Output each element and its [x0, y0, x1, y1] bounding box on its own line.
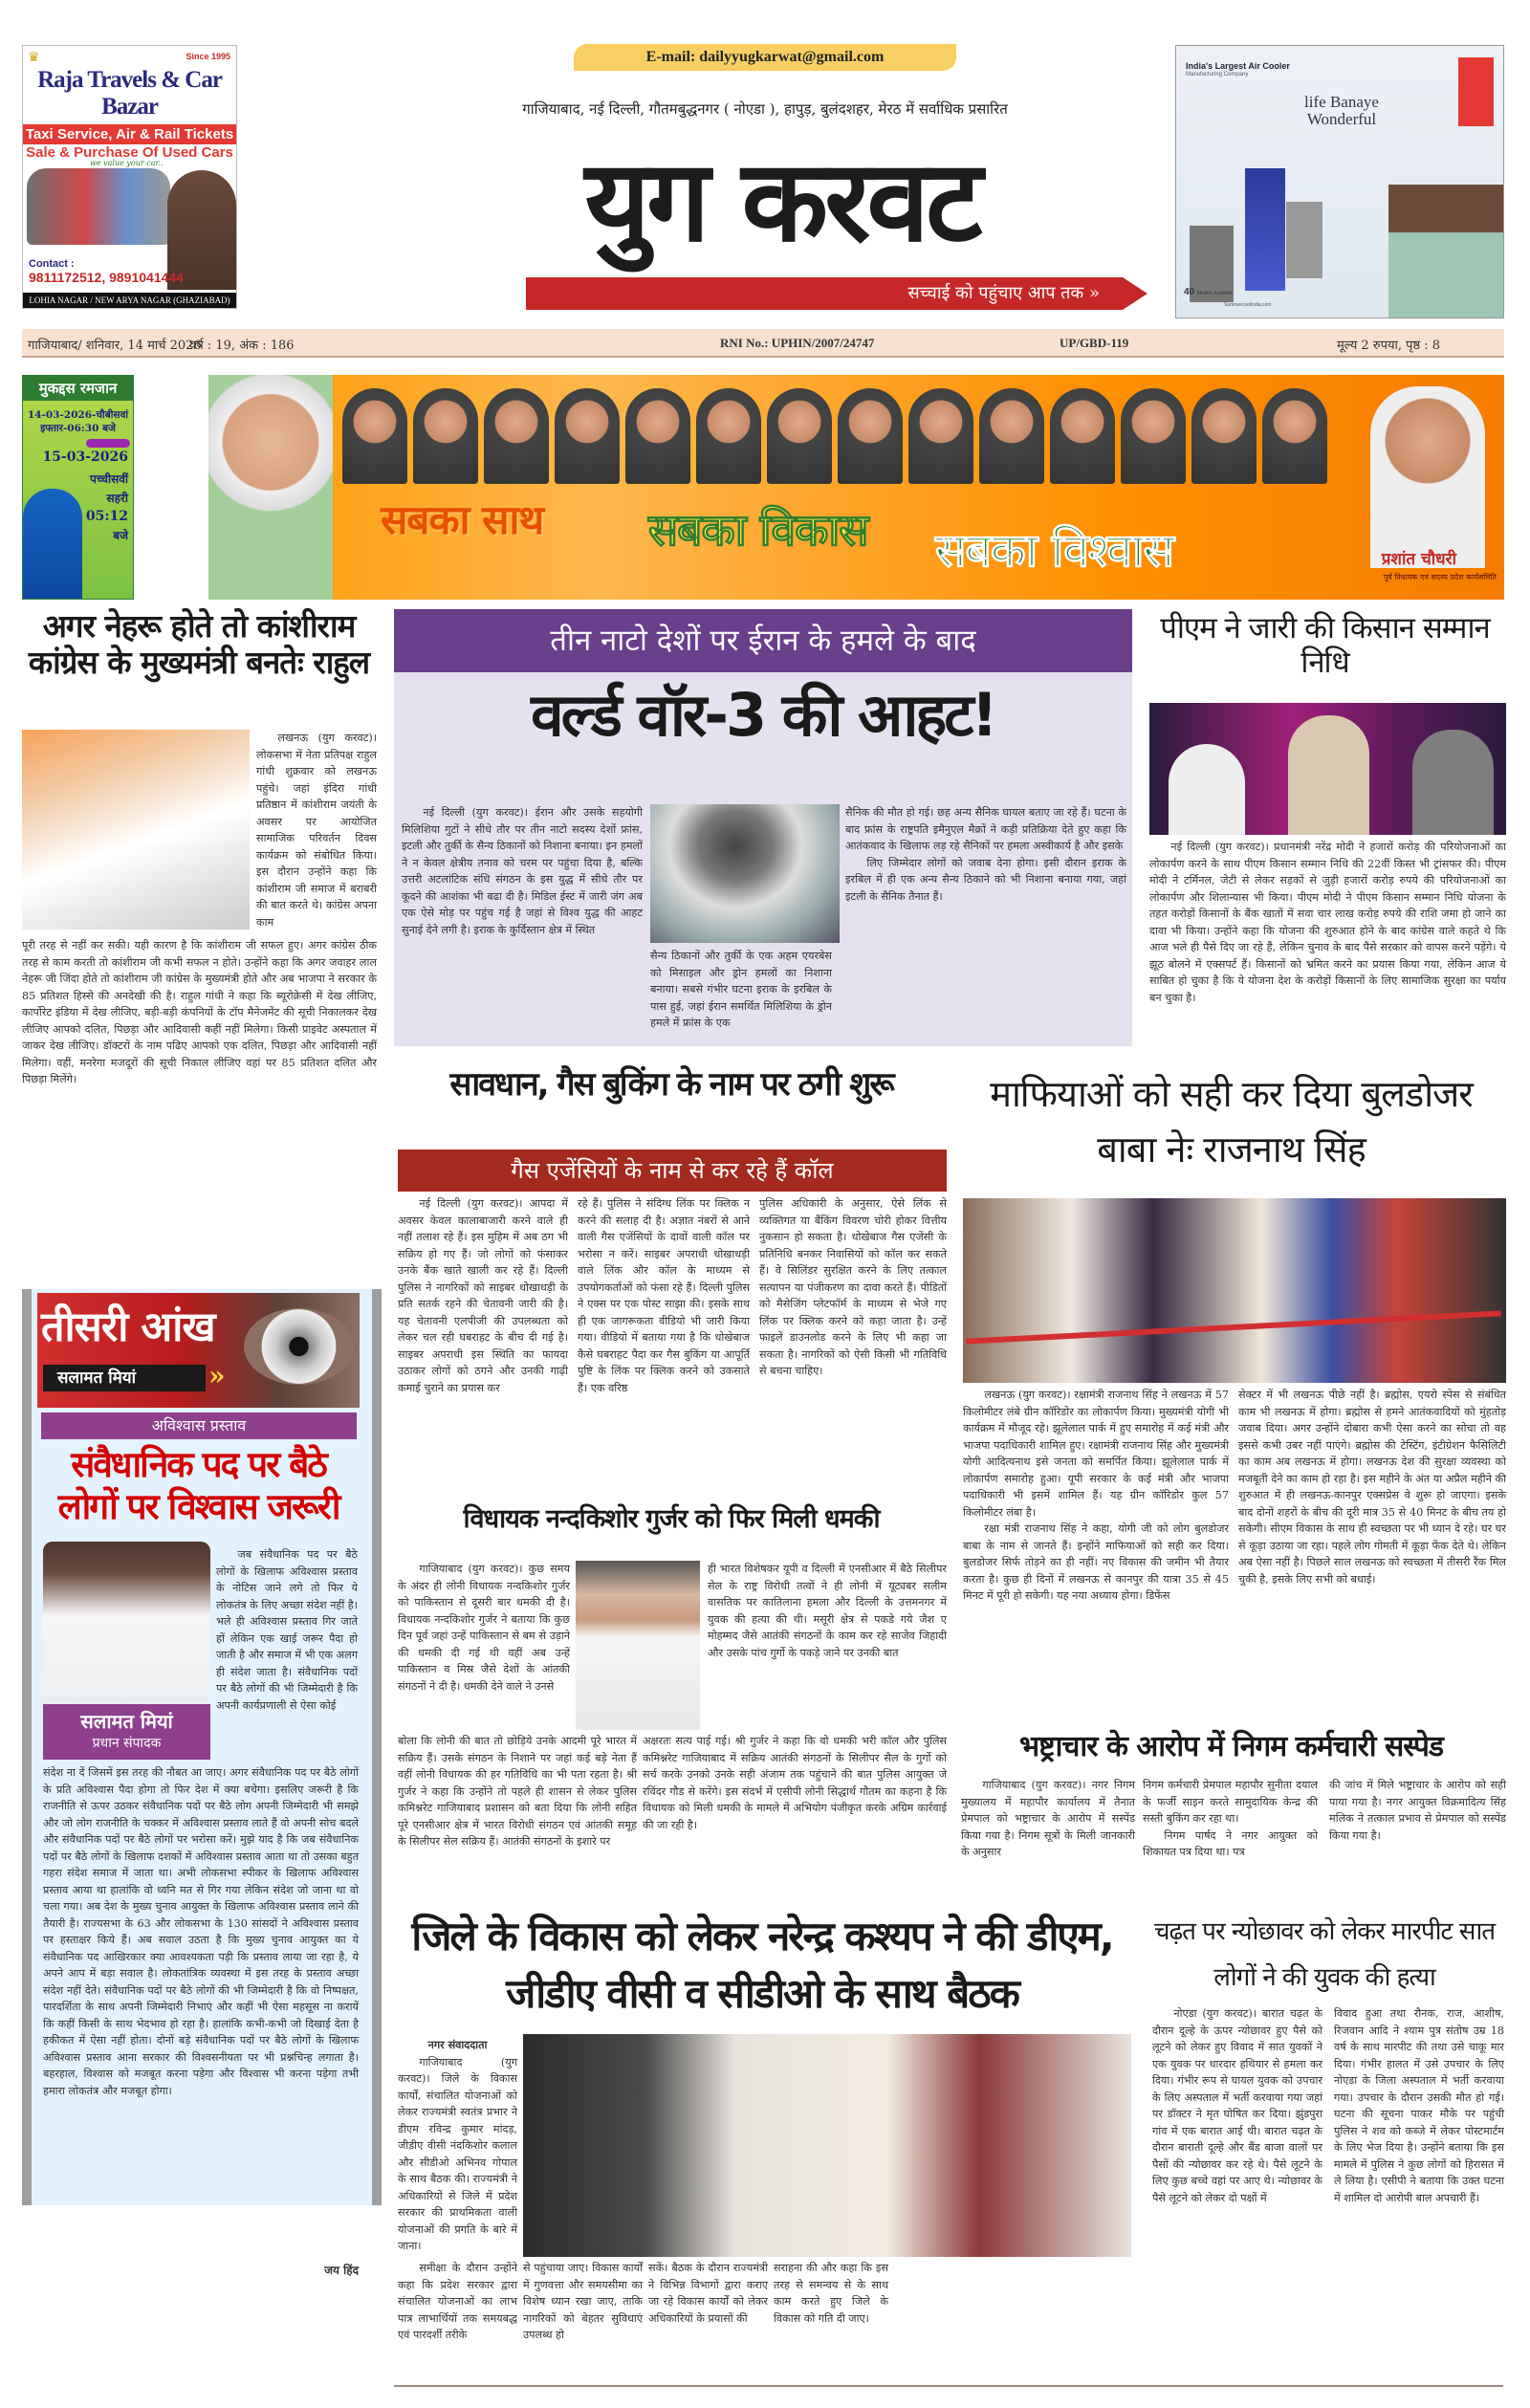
ramzan-line1: 14-03-2026-चौबीसवां: [27, 409, 129, 421]
gurjar-col2b: अक्षरतः सत्य पाई गई। श्री गुर्जर ने कहा कि वो धमकी भरी कॉल और पुलिस कमिश्नरेट गाजियाबाद में सक्रिय आतंकी संगठनों के सिलीपर सैल के गुर्गो को सर्च करके उनको उनके सही अंजाम तक पहुंचाने की बात पुलिस आयुक्त जे रविंदर गौड से करेंगे। इस संदर्भ में एसीपी लोनी सिद्धार्थ गौतम का कहना है कि विधायक को मिली धमकी के मामले में अभियोग पंजीकृत करके अग्रिम कार्रवाई की जा रही है।: [643, 1735, 947, 1831]
headline-gurjar[interactable]: विधायक नन्दकिशोर गुर्जर को फिर मिली धमकी: [463, 1504, 880, 1534]
ribbon-cutting-photo: [963, 1198, 1506, 1383]
ramzan-time: 05:12: [85, 509, 128, 524]
rajnath-col1: [963, 1387, 1229, 1605]
meeting-photo: [523, 2034, 1131, 2257]
explosion-photo: [650, 804, 840, 943]
person-image: [1412, 730, 1494, 835]
lead-kicker: तीन नाटो देशों पर ईरान के हमले के बाद: [394, 609, 1132, 672]
ramzan-box: [22, 375, 134, 600]
ramzan-line4: सहरी: [106, 492, 128, 505]
leader-face: [1050, 388, 1115, 484]
slogan-1: सबका साथ: [381, 496, 544, 543]
editor-role: प्रधान संपादक: [92, 1736, 162, 1751]
column-signoff: जय हिंद: [324, 2264, 359, 2277]
email-link[interactable]: E-mail: dailyyugkarwat@gmail.com: [574, 44, 956, 71]
corruption-col3: की जांच में मिले भष्ट्राचार के आरोप को सही पाया गया है। नगर आयुक्त विक्रमादित्य सिंह मलिक ने तत्काल प्रभाव से प्रेमपाल को सस्पेंड किया गया है।: [1329, 1779, 1506, 1842]
column-headline[interactable]: संवैधानिक पद पर बैठे लोगों पर विश्वास जरूरी: [57, 1444, 339, 1528]
kashyap-col3: सकें। बैठक के दौरान राज्यमंत्री ने विभिन्न विभागों द्वारा कराए जा रहे विकास कार्यों को लेकर अधिकारियों के प्रयासों की: [648, 2262, 768, 2325]
advertiser-title: पूर्व विधायक एवं सदस्य प्रदेश कार्यसमिति: [1383, 573, 1497, 581]
ramzan-line3: पच्चीसवीं: [90, 472, 128, 486]
column-lead: जब संवैधानिक पद पर बैठे लोगों के खिलाफ अविश्वास प्रस्ताव के नोटिस जाने लगे तो फिर ये लोकतंत्र के लिए अच्छा संदेश नहीं है। भले ही अविश्वास प्रस्ताव गिर जाते हों लेकिन एक खाई जरूर पैदा हो जाती है और समाज में भी एक अलग ही संदेश जाता है। संवैधानिक पदों पर बैठे लोगों की भी जिम्मेदारी है कि अपनी कार्यप्रणाली से ऐसा कोई: [216, 1548, 358, 1712]
editor-name: सलामत मियां: [80, 1710, 173, 1733]
tagline-text: सच्चाई को पहुंचाए आप तक: [907, 283, 1084, 303]
models-label: Models Available: [1196, 291, 1234, 296]
leader-face: [484, 388, 549, 484]
article-rahul-lead: लखनऊ (युग करवट)। लोकसभा में नेता प्रतिपक्ष राहुल गांधी शुक्रवार को लखनऊ पहुंचे। जहां इंदिरा गांधी प्रतिष्ठान में कांशीराम जयंती के अवसर पर आयोजित सामाजिक परिवर्तन दिवस कार्यक्रम को संबोधित किया। इस दौरान उन्होंने कहा कि कांशीराम जी समाज में बराबरी की बात करते थे। कांग्रेस अपना काम: [256, 732, 377, 929]
mla-photo: [576, 1561, 700, 1730]
editor-caption: [43, 1704, 210, 1760]
column-kicker: अविश्वास प्रस्ताव: [41, 1412, 357, 1439]
ad-sale: Sale & Purchase Of Used Cars: [26, 144, 233, 161]
corruption-col1: गाजियाबाद (युग करवट)। नगर निगम मुख्यालय में महापौर कार्यालय में तैनात प्रेमपाल को भष्ट्राचार के आरोप में सस्पेंड किया गया है। निगम सूत्रों के मिली जानकारी के अनुसार: [961, 1779, 1135, 1858]
ad-since: Since 1995: [186, 52, 230, 61]
bottom-rule: [394, 2385, 1503, 2387]
headline-kisan[interactable]: पीएम ने जारी की किसान सम्मान निधि: [1160, 611, 1490, 680]
ad-address: LOHIA NAGAR / NEW ARYA NAGAR (GHAZIABAD): [23, 293, 236, 308]
corruption-col2-b: निगम पार्षद ने नगर आयुक्त को शिकायत पत्र दिया था। पत्र: [1143, 1828, 1318, 1858]
ad-right-headline: India's Largest Air Cooler: [1186, 61, 1290, 71]
person-image: [1288, 715, 1369, 835]
leader-face: [1262, 388, 1327, 484]
issue-number: वर्ष : 19, अंक : 186: [189, 339, 295, 353]
rajnath-col1-a: लखनऊ (युग करवट)। रक्षामंत्री राजनाथ सिंह ने लखनऊ में 57 किलोमीटर लंबे ग्रीन कॉरिडोर का लोकार्पण किया। मुख्यमंत्री योगी भी कार्यक्रम में मौजूद रहे। झूलेलाल पार्क में हुए समारोह में कई मंत्री और भाजपा पदाधिकारी शामिल हुए। रक्षामंत्री राजनाथ सिंह और मुख्यमंत्री योगी आदित्यनाथ इसे जनता को समर्पित किया। झूलेलाल पार्क में लोकार्पण समारोह हुआ। यूपी सरकार के कई मंत्री और भाजपा पदाधिकारी भी इसमें शामिल हैं। यह ग्रीन कॉरिडोर कुल 57 किलोमीटर लंबा है।: [963, 1389, 1229, 1519]
ramzan-title: मुकद्दस रमजान: [23, 376, 133, 401]
leader-face: [1121, 388, 1186, 484]
brand-logo: [1458, 57, 1494, 126]
leader-face: [625, 388, 690, 484]
leader-face: [413, 388, 478, 484]
gas-col3: पुलिस अधिकारी के अनुसार, ऐसे लिंक से व्यक्तिगत या बैंकिंग विवरण चोरी होकर वित्तीय नुकसान हो सकता है। धोखेबाज गैस एजेंसी के प्रतिनिधि बनकर निवासियों को कॉल कर सकते हैं। वे सिलिंडर सुरक्षित करने के लिए तत्काल सत्यापन या पंजीकरण का दावा करते हैं। पीडितों को मैसेजिंग प्लेटफॉर्म के माध्यम से भेजे गए लिंक पर क्लिक करने को कहा जाता है। उन्हें फाइलें डाउनलोड करने के लिए भी कहा जा सकता है। नागरिकों को ऐसी किसी भी गतिविधि से बचना चाहिए।: [759, 1197, 947, 1377]
dateline-bar: [22, 329, 1504, 358]
pm-event-photo: [1149, 703, 1506, 835]
ad-services: Taxi Service, Air & Rail Tickets: [23, 124, 236, 144]
appliance-image: [1245, 168, 1285, 291]
headline-corruption[interactable]: भष्ट्राचार के आरोप में निगम कर्मचारी सस्पेड: [1019, 1730, 1443, 1763]
kashyap-col2: से पहुंचाया जाए। विकास कार्यों में गुणवत्ता और समयसीमा का विशेष ध्यान रखा जाए, ताकि नागरिकों को बेहतर सुविधाएं उपलब्ध हो: [523, 2262, 643, 2341]
ramzan-date2: 15-03-2026: [42, 449, 128, 465]
leader-face: [1191, 388, 1257, 484]
rni-number: RNI No.: UPHIN/2007/24747: [720, 336, 875, 350]
gurjar-col1a: गाजियाबाद (युग करवट)। कुछ समय के अंदर ही लोनी विधायक नन्दकिशोर गुर्जर को पाकिस्तान से दूसरी बार धमकी दी है। विधायक नन्दकिशोर गुर्जर ने बताया कि कुछ दिन पूर्व जहां उन्हें पाकिस्तान से बम से उड़ाने की धमकी दी गई थी वहीं अब उन्हें पाकिस्तान व मिस्र जैसे देशों के आंतकी संगठनों ने दी है। धमकी देने वाले ने उनसे: [398, 1563, 570, 1693]
postal-reg: UP/GBD-119: [1060, 336, 1129, 350]
ad-contact-label: Contact :: [29, 258, 75, 270]
person-image: [1169, 744, 1245, 835]
editor-photo: [43, 1542, 210, 1704]
lead-col3: [845, 804, 1126, 905]
ad-right-slogan: life Banaye Wonderful: [1304, 93, 1379, 128]
models-count: 40: [1184, 287, 1195, 297]
ad-tagline: we value your car..: [90, 159, 164, 167]
price-pages: मूल्य 2 रुपया, पृष्ठ : 8: [1337, 339, 1441, 353]
ad-summercool[interactable]: [1175, 45, 1504, 318]
ad-right-sub: Manufacturing Company: [1186, 72, 1249, 77]
ad-phones: 9811172512, 9891041444: [29, 270, 184, 285]
advertiser-name: प्रशांत चौधरी: [1381, 550, 1456, 569]
article-rahul-body: पूरी तरह से नहीं कर सकी। यही कारण है कि कांशीराम जी सफल हुए। अगर कांग्रेस ठीक तरह से काम करती तो कांशीराम जी कभी सफल न होते। उन्होंने कहा कि अगर जवाहर लाल नेहरू जी जिंदा होते तो कांशीराम जी कांग्रेस के मुख्यमंत्री होते और अब भाजपा ने सरकार के 85 प्रतिशत हिस्से की अनदेखी की है। राहुल गांधी ने कहा कि ब्यूरोक्रेसी में देख लीजिए, कार्पोरेट इंडिया में देख लीजिए, बड़ी-बड़ी कंपनियों के टॉप मैनेजमेंट की सूची निकालकर देख लीजिए आपको दलित, पिछड़ा और आदिवासी कहीं नहीं मिलेगा। किसी प्राइवेट अस्पताल में जाकर देख लीजिए। डॉक्टरों के नाम पढिए आपको एक दलित, पिछड़ा और आदिवासी नहीं मिलेगा। वहीं, मनरेगा मजदूरों की सूची निकाल लीजिए वहां पर 85 प्रतिशत दलित और पिछड़ा मिलेंगे।: [22, 939, 377, 1085]
corruption-col2-a: निगम कर्मचारी प्रेमपाल महापौर सुनीता दयाल के फर्जी साइन करते सामुदायिक केन्द्र की सस्ती बुकिंग कर रहा था।: [1143, 1779, 1318, 1825]
leader-photo: [208, 375, 333, 600]
lead-col2: सैन्य ठिकानों और तुर्की के एक अहम एयरबेस को मिसाइल और ड्रोन हमलों का निशाना बनाया। सबसे गंभीर घटना इराक के इरबिल के पास हुई, जहां ईरान समर्थित मिलिशिया के ड्रोन हमले में फ्रांस के एक: [650, 950, 832, 1029]
headline-noida[interactable]: चढ़त पर न्योछावर को लेकर मारपीट सात लोगों ने की युवक की हत्या: [1153, 1917, 1496, 1992]
leader-face: [838, 388, 903, 484]
celebrity-photo: [1388, 185, 1503, 318]
lead-col3-b: लिए जिम्मेदार लोगों को जवाब देना होगा। इसी दौरान इराक के इरबिल में ही एक अन्य सैन्य ठिकाने को भी निशाना बनाया गया, जहां इटली के सैनिक तैनात हैं।: [845, 856, 1126, 903]
kashyap-col4: सराहना की और कहा कि इस तरह से समन्वय से के साथ काम करते हुए जिले के विकास को गति दी जाए।: [774, 2262, 888, 2325]
girl-praying-image: [23, 489, 82, 600]
slogan-2: सबका विकास: [648, 504, 868, 556]
leader-face: [767, 388, 832, 484]
leader-face: [979, 388, 1044, 484]
appliance-image: [1286, 202, 1322, 278]
subhead-gas: गैस एजेंसियों के नाम से कर रहे हैं कॉल: [398, 1149, 947, 1192]
gurjar-col1b: बोला कि लोनी की बात तो छोड़िये उनके आदमी पूरे भारत में सक्रिय हैं। उसके संगठन के निशाने पर जहां कई बड़े नेता हैं वहीं लोनी विधायक की हर गतिविधि का भी पता रहता है। श्री गुर्जर ने कहा कि उन्होंने तो पहले ही शासन से लेकर पुलिस कमिश्नरेट गाजियाबाद प्रशासन को बता दिया कि लोनी सहित पूरे एनसीआर क्षेत्र में भारत विरोधी संगठन एवं आंतकी समूह के सिलीपर सेल सक्रिय हैं। आतंकी संगठनों के इशारे पर: [398, 1735, 637, 1848]
newspaper-logo: युग करवट: [584, 135, 979, 267]
headline-rahul[interactable]: अगर नेहरू होते तो कांशीराम कांग्रेस के मुख्यमंत्री बनतेः राहुल: [28, 607, 370, 681]
ad-brand: Raja Travels & Car Bazar: [37, 67, 222, 120]
ad-raja-travels[interactable]: [22, 45, 237, 309]
gas-col2: रहे हैं। पुलिस ने संदिग्ध लिंक पर क्लिक न करने की सलाह दी है। अज्ञात नंबरों से आने वाली गैस एजेंसियों के दावों वाली कॉल पर भरोसा न करें। साइबर अपराधी धोखाधड़ी वाले लिंक और कॉल के माध्यम से उपयोगकर्ताओं को फंसा रहे हैं। दिल्ली पुलिस ने एक्स पर एक पोस्ट साझा की। इसके साथ ही एक जागरूकता वीडियो भी जारी किया गया। वीडियो में बताया गया है कि धोखेबाज कैसे घबराहट पैदा कर गैस बुकिंग या आपूर्ति पुष्टि के लिंक पर क्लिक करने को उकसाते हैं। एक वरिष्ठ: [578, 1197, 750, 1394]
headline-kashyap[interactable]: जिले के विकास को लेकर नरेन्द्र कश्यप ने की डीएम, जीडीए वीसी व सीडीओ के साथ बैठक: [411, 1913, 1113, 2017]
kashyap-lead: गाजियाबाद (युग करवट)। जिले के विकास कार्यों, संचालित योजनाओं को लेकर राज्यमंत्री स्वतंत्र प्रभार ने डीएम रविन्द्र कुमार मांदड़, जीडीए वीसी नंदकिशोर कलाल और सीडीओ अभिनव गोपाल के साथ बैठक की। राज्यमंत्री ने अधिकारियों से जिले में प्रदेश सरकार की प्राथमिकता वाली योजनाओं की प्रगति के बारे में जाना।: [398, 2055, 517, 2252]
political-banner-ad[interactable]: [208, 375, 1504, 600]
column-title: तीसरी आंख: [41, 1303, 215, 1351]
kashyap-col0: [398, 2037, 517, 2255]
column-body: संदेश ना दें जिसमें इस तरह की नौबत आ जाए। अगर संवैधानिक पद पर बैठे लोगों के प्रति अविश्वास पैदा होगा तो फिर देश में क्या बचेगा। इसलिए जरूरी है कि राजनीति से ऊपर उठकर संवैधानिक पदों पर बैठे लोग अपनी जिम्मेदारी भी समझे और जो लोग राजनीति के चक्कर में अविश्वास प्रस्ताव लाते हैं वो अपनी सोच बदले और संवैधानिक पदों पर बैठे लोगों पर भरोसा करें। मुझे याद है कि जब संवैधानिक पदों पर बैठे लोगों के खिलाफ दशकों में अविश्वास प्रस्ताव आता था तो उसका बहुत गहरा संदेश समाज में जाता था। अभी लोकसभा स्पीकर के खिलाफ अविश्वास प्रस्ताव आया था हालांकि वो ध्वनि मत से गिर गया लेकिन संदेश जो जाना था वो चला गया। अब देश के मुख्य चुनाव आयुक्त के खिलाफ अविश्वास प्रस्ताव लाने की तैयारी है। राज्यसभा के 63 और लोकसभा के 130 सांसदों ने अविश्वास प्रस्ताव पर हस्ताक्षर किये हैं। अब सवाल उठता है कि मुख्य चुनाव आयुक्त का ये संवैधानिक पद आखिरकार क्या आवश्यकता पड़ी कि प्रस्ताव लाया जा रहा है, ये अपने आप में बड़ा सवाल है। लोकतांत्रिक व्यवस्था में इस तरह के प्रस्ताव अच्छा संदेश नहीं देते। संवैधानिक पदों पर बैठे लोगों की भी जिम्मेदारी है कि वो निष्पक्षत, पारदर्शिता के साथ अपनी जिम्मेदारी निभाएं और कहीं भी ऐसा महसूस ना करायें कि कहीं किसी के साथ भेदभाव हो रहा है। हालांकि कभी-कभी जो दिखाई देता है हकीकत में ऐसा नहीं होता। दोनों बड़े संवैधानिक पदों पर बैठे लोगों के खिलाफ अविश्वास प्रस्ताव आना सरकार की विश्वसनीयता पर भी प्रश्नचिन्ह लगाता है। बहरहाल, विश्वास को मजबूत करना पड़ेगा और विश्वास भी करना पड़ेगा तभी हमारा लोकतंत्र और मजबूत होगा।: [43, 1766, 359, 2097]
circulation-line: गाजियाबाद, नई दिल्ली, गौतमबुद्धनगर ( नोएडा ), हापुड़, बुलंदशहर, मेरठ में सर्वाधिक प्रसारित: [522, 100, 1008, 118]
leader-face: [696, 388, 761, 484]
leader-face: [342, 388, 407, 484]
lead-headline[interactable]: वर्ल्ड वॉर-3 की आहट!: [531, 680, 995, 750]
noida-col2: विवाद हुआ तथा रौनक, राज, आशीष, रिजवान आदि ने श्याम पुत्र संतोष उम्र 18 वर्ष के साथ मारपीट की तथा उसे चाकू मार दिया। गंभीर हालत में उसे उपचार के लिए नोएडा के जिला अस्पताल में भर्ती करवाया गया। उपचार के दौरान उसकी मौत हो गई। घटना की सूचना पाकर मौके पर पहुंची पुलिस ने शव को कब्जे में लेकर पोस्टमार्टम के लिए भेज दिया है। उन्होंने बताया कि इस मामले में पुलिस ने कुछ लोगों को हिरासत में ले लिया है। एसीपी ने बताया कि उक्त घटना में शामिल दो आरोपी बाल अपचारी हैं।: [1334, 2007, 1504, 2204]
tagline: [536, 277, 1128, 310]
leader-face: [555, 388, 620, 484]
headline-gas[interactable]: सावधान, गैस बुकिंग के नाम पर ठगी शुरू: [449, 1065, 893, 1104]
gas-col1: नई दिल्ली (युग करवट)। आपदा में अवसर केवल कालाबाजारी करने वाले ही नहीं तलाश रहे हैं। इस मुहिम में अब ठग भी सक्रिय हो गए हैं। जो लोगों को फंसाकर उनके बैंक खाते खाली कर रहे हैं। दिल्ली पुलिस ने नागरिकों को साइबर धोखाधड़ी के प्रति सतर्क रहने की चेतावनी जारी की है। यह चेतावनी एलपीजी की उपलब्धता को लेकर चल रही घबराहट के बीच दी गई है। साइबर अपराधी इस स्थिति का फायदा उठाकर लोगों को ठगने और उनकी गाढ़ी कमाई चुराने का प्रयास कर: [398, 1197, 568, 1394]
eye-icon: [244, 1308, 354, 1385]
ramzan-line2: इफ्तार-06:30 बजे: [40, 423, 116, 434]
noida-col1: नोएडा (युग करवट)। बारात चढ़त के दौरान दूल्हे के ऊपर न्योछावर हुए पैसे को लूटने को लेकर हुए विवाद में सात युवकों ने एक युवक पर धारदार हथियार से हमला कर दिया। गंभीर रूप से घायल युवक को उपचार के लिए अस्पताल में भर्ती करवाया गया जहां पर डॉक्टर ने मृत घोषित कर दिया। झुंडपुरा गांव में एक बारात आई थी। बारात चढ़त के दौरान बाराती दूल्हे और बैंड बाजा वालों पर पैसों की न्योछावर कर रहे थे। पैसे लूटने के लिए कुछ बच्चे वहां पर आए थे। न्योछावर के पैसे लूटने को लेकर दो पक्षों में: [1152, 2007, 1322, 2204]
chevron-right-icon: »: [1088, 283, 1100, 303]
column-author: सलामत मियां: [57, 1368, 137, 1388]
leaders-photos: [342, 388, 1327, 484]
kashyap-byline: नगर संवाददाता: [427, 2038, 488, 2051]
date: गाजियाबाद/ शनिवार, 14 मार्च 2026: [28, 339, 202, 353]
rajnath-col1-b: रक्षा मंत्री राजनाथ सिंह ने कहा, योगी जी को लोग बुलडोजर बाबा के नाम से जानते हैं। इन्होंने माफियाओं को सही कर दिया। बुलडोजर सिर्फ तोड़ने का ही नहीं। नए विकास की जमीन भी तैयार करता है। कुछ ही दिनों में लखनऊ से कानपुर की यात्रा 35 से 45 मिनट में पूरी हो सकेगी। यह नया अध्याय होगा। डिफेंस: [963, 1522, 1229, 1602]
kashyap-col1: समीक्षा के दौरान उन्होंने कहा कि प्रदेश सरकार द्वारा संचालित योजनाओं का लाभ पात्र लाभार्थियों तक समयबद्ध एवं पारदर्शी तरीके: [398, 2262, 517, 2341]
advertiser-photo: [1370, 386, 1485, 568]
ad-right-models: [1184, 287, 1233, 297]
slogan-3: सबका विश्वास: [935, 524, 1173, 578]
lead-col3-a: सैनिक की मौत हो गई। छह अन्य सैनिक घायल बताए जा रहे हैं। घटना के बाद फ्रांस के राष्ट्रपति इमैनुएल मैक्रों ने कड़ी प्रतिक्रिया देते हुए कहा कि आतंकवाद के खिलाफ लड़ रहे सैनिकों पर हमला अस्वीकार्य है और इसके: [845, 806, 1126, 852]
headline-rajnath[interactable]: माफियाओं को सही कर दिया बुलडोजर बाबा नेः राजनाथ सिंह: [990, 1073, 1473, 1171]
chevron-right-icon: »: [208, 1360, 226, 1391]
lead-col1: नई दिल्ली (युग करवट)। ईरान और उसके सहयोगी मिलिशिया गुटों ने सीधे तौर पर तीन नाटो सदस्य देशों फ्रांस, इटली और तुर्की के सैन्य ठिकानों को निशाना बनाया। इन हमलों ने न केवल क्षेत्रीय तनाव को चरम पर पहुंचा दिया है, बल्कि उत्तरी अटलांटिक संधि संगठन के इस युद्ध में सीधे तौर पर कूदने की आशंका भी बढा दी है। मिडिल ईस्ट में जारी जंग अब एक ऐसे मोड़ पर पहुंच गई है जहां से विश्व युद्ध की आहट सुनाई देने लगी है। इराक के कुर्दिस्तान क्षेत्र में स्थित: [402, 806, 643, 936]
rajnath-col2: सेक्टर में भी लखनऊ पीछे नहीं है। ब्रह्मोस, एयरो स्पेस से संबंधित काम भी लखनऊ में होगा। ब्रह्मोस से हमने आतंकवादियों को मुंहतोड़ जवाब दिया। अगर उन्होंने दोबारा कभी ऐसा करने का सोचा तो वह इससे कभी उबर नहीं पाएंगे। ब्रह्मोस की टेस्टिंग, इंटीग्रेशन फैसिलिटी का काम अब लखनऊ में होगा। लखनऊ देश की सुरक्षा व्यवस्था को मजबूती देने का काम हो रहा है। इस महीने के अंत या अप्रैल महीने की शुरुआत में ही लखनऊ-कानपुर एक्सप्रेस वे शुरू हो जाएगा। इसके बाद दोनों शहरों के बीच की दूरी मात्र 35 से 40 मिनट के बीच तय हो सकेगी। सीएम विकास के साथ ही स्वच्छता पर भी ध्यान दे रहे। घर घर से कूड़ा उठाया जा रहा। पहले लोग गोमती में कूड़ा फेंक देते थे। लेकिन अब ऐसा नहीं है। पिछले साल लखनऊ को स्वच्छता में तीसरी रैंक मिल चुकी है, इसके लिए सभी को बधाई।: [1238, 1389, 1506, 1586]
ad-right-site: Summercoolindia.com: [1224, 302, 1272, 308]
leader-face: [908, 388, 973, 484]
crown-icon: ♛: [28, 50, 40, 65]
separator: [86, 439, 130, 448]
cars-image: [27, 168, 170, 245]
ramzan-unit: बजे: [113, 529, 128, 542]
corruption-col2: [1143, 1777, 1318, 1861]
article-kisan-body: नई दिल्ली (युग करवट)। प्रधानमंत्री नरेंद्र मोदी ने हजारों करोड़ की परियोजनाओं का लोकार्पण करने के साथ पीएम किसान सम्मान निधि की 22वीं किस्त भी ट्रांसफर की। पीएम मोदी ने टर्मिनल, जेटी से लेकर सड़कों से जुड़ी हजारों करोड़ रुपये की परियोजनाओं का लोकार्पण और शिलान्यास भी किया। पीएम मोदी ने पीएम किसान सम्मान निधि योजना के तहत करोड़ों किसानों के बैंक खातों में सवा चार लाख करोड़ रुपये की राशि जमा हो जाने का दावा भी किया। उन्होंने कहा कि योजना की शुरुआत होने के बाद कांग्रेस वाले कहते थे कि आज भले ही पैसे दिए जा रहे हैं, लेकिन चुनाव के बाद पैसे सरकार को वापस करने पड़ेंगे। ये झूठ बोलने में एक्सपर्ट हैं। किसानों को भ्रमित करने का प्रयास किया गया, लेकिन आज ये साबित हो चुका है कि ये योजना देश के करोड़ों किसानों के लिए सामाजिक सुरक्षा का पर्याय बन चुका है।: [1149, 841, 1506, 1004]
rahul-gandhi-photo: [22, 730, 250, 930]
gurjar-col2a: ही भारत विशेषकर यूपी व दिल्ली में एनसीआर में बैठे सिलीपर सेल के राष्ट्र विरोधी तत्वों ने ही लोनी में यूट्यबर सलीम वासतिक पर कातिलाना हमला और दिल्ली के उत्तमनगर में युवक की हत्या की थी। मसूरी क्षेत्र से पकडे गये जैश ए मोहम्मद जैसे आतंकी संगठनों के काम कर रहे साजेव जिहादी और उसके पांच गुर्गो के पकड़े जाने पर उनकी बात: [708, 1563, 947, 1659]
